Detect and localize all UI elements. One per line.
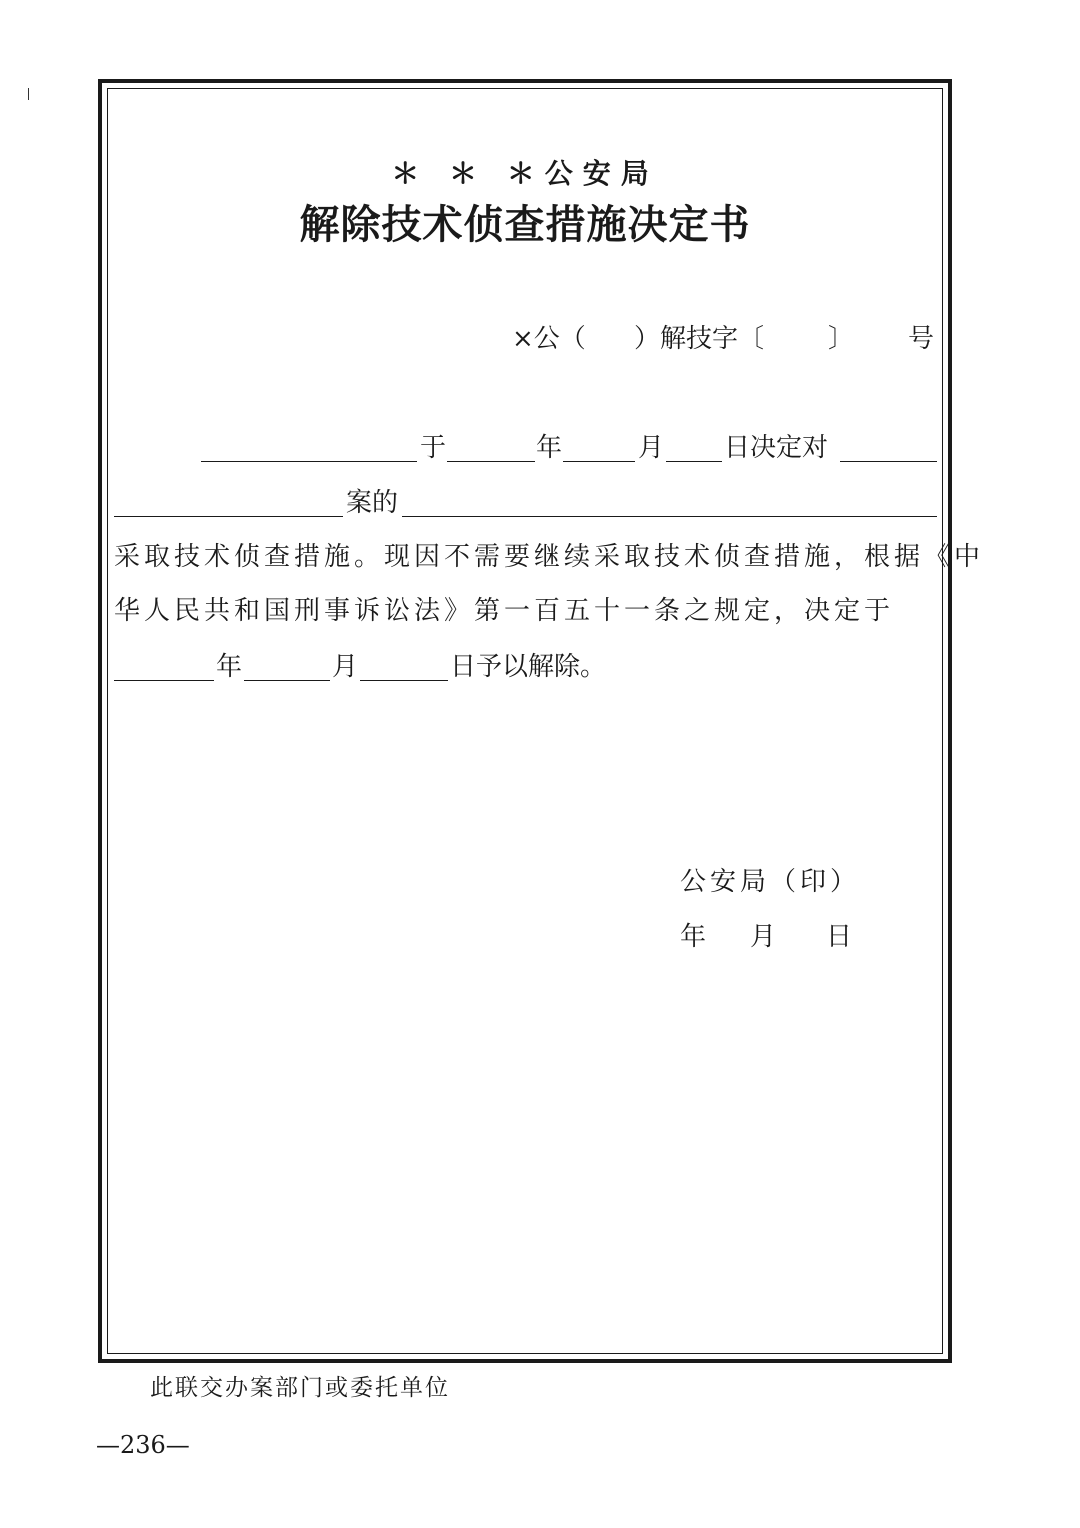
blank-decision-authority[interactable] bbox=[201, 461, 417, 462]
blank-release-year[interactable] bbox=[114, 680, 214, 681]
label-release-month: 月 bbox=[332, 652, 359, 682]
blank-release-day[interactable] bbox=[360, 680, 448, 681]
label-yu: 于 bbox=[420, 433, 447, 463]
body-text-line-2: 华人民共和国刑事诉讼法》第一百五十一条之规定，决定于 bbox=[114, 596, 895, 626]
doc-number-prefix: ×公（ bbox=[512, 324, 586, 354]
margin-mark bbox=[28, 88, 29, 100]
body-text-line-1: 采取技术侦查措施。现因不需要继续采取技术侦查措施，根据《中 bbox=[114, 542, 985, 572]
blank-release-month[interactable] bbox=[244, 680, 330, 681]
blank-decision-day[interactable] bbox=[666, 461, 722, 462]
label-release-year: 年 bbox=[216, 652, 243, 682]
label-release-day: 日予以解除。 bbox=[450, 652, 607, 682]
issuer-seal: 公安局（印） bbox=[680, 867, 861, 897]
sign-day: 日 bbox=[826, 922, 853, 952]
blank-subject-start[interactable] bbox=[840, 461, 937, 462]
label-year: 年 bbox=[536, 433, 563, 463]
label-day-decided: 日决定对 bbox=[724, 433, 829, 463]
blank-decision-month[interactable] bbox=[563, 461, 635, 462]
doc-number-close: 〕 bbox=[828, 324, 855, 354]
label-month: 月 bbox=[638, 433, 665, 463]
blank-suspect[interactable] bbox=[402, 516, 937, 517]
blank-subject-continued[interactable] bbox=[114, 516, 343, 517]
document-frame bbox=[98, 79, 952, 1363]
doc-number-suffix: 号 bbox=[908, 324, 935, 354]
doc-number-middle: ）解技字〔 bbox=[634, 324, 765, 354]
blank-decision-year[interactable] bbox=[447, 461, 535, 462]
copy-note: 此联交办案部门或委托单位 bbox=[150, 1375, 450, 1401]
sign-year: 年 bbox=[680, 922, 707, 952]
document-inner-border bbox=[107, 88, 943, 1354]
document-title: 解除技术侦查措施决定书 bbox=[299, 201, 751, 248]
label-case-of: 案的 bbox=[346, 488, 399, 518]
sign-month: 月 bbox=[750, 922, 777, 952]
page-number: —236— bbox=[96, 1431, 190, 1459]
issuing-agency: ＊ ＊ ＊公安局 bbox=[391, 157, 659, 190]
